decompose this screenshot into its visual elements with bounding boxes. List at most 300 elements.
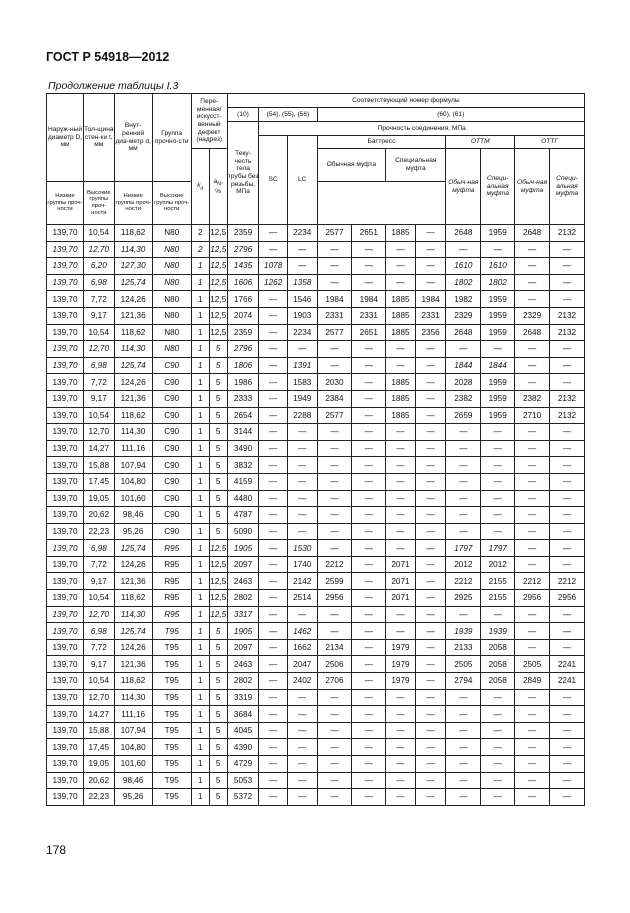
cell-wall-thickness: 17,45 <box>83 739 114 756</box>
cell-ottm-special: 1959 <box>481 291 515 308</box>
cell-buttress-special-low: — <box>386 722 416 739</box>
cell-ottm-special: 2058 <box>481 656 515 673</box>
cell-ottm-regular: 2505 <box>446 656 481 673</box>
cell-buttress-special-high: — <box>415 606 446 623</box>
cell-ka: 1 <box>191 656 209 673</box>
header-buttress: Баттресс <box>317 136 446 149</box>
cell-inner-diameter: 107,94 <box>114 722 152 739</box>
cell-buttress-special-low: — <box>386 706 416 723</box>
cell-inner-diameter: 124,26 <box>114 639 152 656</box>
cell-yield-strength: 4480 <box>227 490 259 507</box>
header-strength-group: Группа прочно-сти <box>152 94 191 182</box>
cell-buttress-special-low: 2071 <box>386 573 416 590</box>
cell-ottg-special: 2212 <box>549 573 584 590</box>
cell-outer-diameter: 139,70 <box>47 225 84 242</box>
cell-ka: 1 <box>191 307 209 324</box>
cell-ottg-regular: — <box>515 291 550 308</box>
cell-inner-diameter: 111,16 <box>114 706 152 723</box>
table-row <box>47 722 585 739</box>
header-buttress-regular-high: Высокие группы проч-ности <box>83 182 114 225</box>
cell-outer-diameter: 139,70 <box>47 556 84 573</box>
cell-buttress-regular-high: 1984 <box>352 291 386 308</box>
cell-buttress-regular-high: — <box>352 590 386 607</box>
cell-strength-group: T95 <box>152 656 191 673</box>
cell-lc: 1530 <box>287 540 317 557</box>
cell-buttress-special-high: — <box>415 673 446 690</box>
cell-buttress-regular-low: — <box>317 623 352 640</box>
cell-outer-diameter: 139,70 <box>47 291 84 308</box>
cell-buttress-special-low: — <box>386 440 416 457</box>
cell-ottg-special: 2241 <box>549 656 584 673</box>
cell-ottg-regular: — <box>515 706 550 723</box>
cell-ottg-regular: — <box>515 440 550 457</box>
cell-ottm-regular: 1982 <box>446 291 481 308</box>
cell-yield-strength: 3144 <box>227 424 259 441</box>
cell-inner-diameter: 98,46 <box>114 772 152 789</box>
cell-an: 5 <box>209 424 227 441</box>
cell-ottm-special: — <box>481 722 515 739</box>
header-buttress-special-low: Низкие группы проч-ности <box>114 182 152 225</box>
cell-an: 5 <box>209 706 227 723</box>
table-row <box>47 357 585 374</box>
table-row <box>47 656 585 673</box>
cell-strength-group: N80 <box>152 241 191 258</box>
table-row <box>47 440 585 457</box>
cell-buttress-special-low: 1885 <box>386 225 416 242</box>
cell-ottm-special: 2058 <box>481 673 515 690</box>
cell-ottg-regular: — <box>515 241 550 258</box>
cell-buttress-special-high: 1984 <box>415 291 446 308</box>
cell-strength-group: T95 <box>152 772 191 789</box>
cell-lc: — <box>287 241 317 258</box>
cell-wall-thickness: 7,72 <box>83 639 114 656</box>
cell-sc: — <box>259 772 288 789</box>
cell-strength-group: R95 <box>152 606 191 623</box>
table-row <box>47 258 585 275</box>
cell-ottg-regular: — <box>515 374 550 391</box>
cell-an: 12,5 <box>209 274 227 291</box>
cell-ottg-regular: — <box>515 457 550 474</box>
cell-an: 5 <box>209 673 227 690</box>
cell-buttress-special-low: — <box>386 507 416 524</box>
cell-ottg-special: — <box>549 457 584 474</box>
cell-buttress-special-low: — <box>386 623 416 640</box>
cell-ottm-regular: — <box>446 606 481 623</box>
cell-an: 5 <box>209 689 227 706</box>
cell-buttress-special-high: — <box>415 523 446 540</box>
cell-sc: — <box>259 341 288 358</box>
header-inner-diameter: Внут-ренний диа-метр d, мм <box>114 94 152 182</box>
cell-ottg-regular: 2505 <box>515 656 550 673</box>
cell-outer-diameter: 139,70 <box>47 706 84 723</box>
cell-buttress-special-low: 1979 <box>386 656 416 673</box>
cell-ottg-regular: — <box>515 540 550 557</box>
cell-ottg-regular: 2648 <box>515 324 550 341</box>
table-row <box>47 324 585 341</box>
cell-ottg-special: — <box>549 772 584 789</box>
cell-lc: — <box>287 507 317 524</box>
cell-ottm-special: — <box>481 523 515 540</box>
cell-buttress-regular-low: 2599 <box>317 573 352 590</box>
cell-outer-diameter: 139,70 <box>47 623 84 640</box>
cell-yield-strength: 3832 <box>227 457 259 474</box>
cell-strength-group: C90 <box>152 490 191 507</box>
cell-an: 5 <box>209 374 227 391</box>
cell-ka: 1 <box>191 689 209 706</box>
cell-ka: 1 <box>191 639 209 656</box>
header-joint-strength: Прочность соединения, МПа <box>259 122 585 136</box>
cell-yield-strength: 2654 <box>227 407 259 424</box>
cell-lc: — <box>287 424 317 441</box>
cell-inner-diameter: 104,80 <box>114 739 152 756</box>
cell-sc: — <box>259 722 288 739</box>
cell-ottg-special: — <box>549 258 584 275</box>
cell-buttress-regular-high: — <box>352 490 386 507</box>
cell-ottg-regular: — <box>515 623 550 640</box>
cell-wall-thickness: 12,70 <box>83 424 114 441</box>
cell-ka: 1 <box>191 540 209 557</box>
cell-outer-diameter: 139,70 <box>47 258 84 275</box>
cell-ottg-regular: — <box>515 556 550 573</box>
cell-ottm-special: 1959 <box>481 324 515 341</box>
cell-wall-thickness: 10,54 <box>83 324 114 341</box>
cell-yield-strength: 1806 <box>227 357 259 374</box>
cell-ottm-regular: — <box>446 789 481 806</box>
cell-buttress-regular-low: 1984 <box>317 291 352 308</box>
table-row <box>47 673 585 690</box>
cell-ottm-special: — <box>481 739 515 756</box>
cell-ottg-special: — <box>549 274 584 291</box>
cell-ottg-special: 2132 <box>549 307 584 324</box>
cell-ottg-special: — <box>549 473 584 490</box>
cell-buttress-regular-low: 2577 <box>317 225 352 242</box>
cell-ka: 1 <box>191 772 209 789</box>
cell-ottg-special: — <box>549 357 584 374</box>
cell-ottm-special: 1797 <box>481 540 515 557</box>
cell-buttress-special-low: — <box>386 424 416 441</box>
cell-an: 12,5 <box>209 606 227 623</box>
cell-yield-strength: 2359 <box>227 225 259 242</box>
cell-inner-diameter: 121,36 <box>114 390 152 407</box>
cell-buttress-regular-low: 2577 <box>317 324 352 341</box>
cell-strength-group: N80 <box>152 274 191 291</box>
cell-ottm-regular: 2648 <box>446 324 481 341</box>
cell-yield-strength: 1606 <box>227 274 259 291</box>
cell-buttress-regular-low: — <box>317 424 352 441</box>
cell-strength-group: C90 <box>152 374 191 391</box>
cell-strength-group: T95 <box>152 706 191 723</box>
cell-buttress-special-high: — <box>415 341 446 358</box>
cell-sc: — <box>259 307 288 324</box>
cell-sc: — <box>259 706 288 723</box>
cell-ottm-regular: 1844 <box>446 357 481 374</box>
cell-an: 5 <box>209 756 227 773</box>
cell-outer-diameter: 139,70 <box>47 590 84 607</box>
cell-buttress-regular-high: — <box>352 424 386 441</box>
cell-outer-diameter: 139,70 <box>47 374 84 391</box>
cell-buttress-regular-high: — <box>352 739 386 756</box>
cell-buttress-special-high: — <box>415 739 446 756</box>
cell-ka: 1 <box>191 258 209 275</box>
cell-lc: — <box>287 440 317 457</box>
cell-yield-strength: 3317 <box>227 606 259 623</box>
cell-ottm-regular: 2648 <box>446 225 481 242</box>
cell-inner-diameter: 114,30 <box>114 424 152 441</box>
table-row <box>47 291 585 308</box>
cell-buttress-special-low: — <box>386 606 416 623</box>
cell-strength-group: N80 <box>152 324 191 341</box>
cell-yield-strength: 2463 <box>227 656 259 673</box>
table-row <box>47 556 585 573</box>
cell-ottg-regular: — <box>515 258 550 275</box>
cell-ottg-special: — <box>549 606 584 623</box>
cell-outer-diameter: 139,70 <box>47 507 84 524</box>
cell-ottg-regular: — <box>515 523 550 540</box>
cell-an: 12,5 <box>209 307 227 324</box>
cell-wall-thickness: 19,05 <box>83 756 114 773</box>
cell-yield-strength: 1905 <box>227 540 259 557</box>
cell-buttress-regular-low: — <box>317 789 352 806</box>
header-ottg-regular: Обыч-ная муфта <box>515 149 550 225</box>
cell-yield-strength: 3684 <box>227 706 259 723</box>
cell-buttress-regular-low: — <box>317 490 352 507</box>
table-row <box>47 457 585 474</box>
cell-ka: 1 <box>191 341 209 358</box>
cell-inner-diameter: 118,62 <box>114 407 152 424</box>
cell-strength-group: N80 <box>152 291 191 308</box>
cell-outer-diameter: 139,70 <box>47 490 84 507</box>
cell-ottg-special: — <box>549 490 584 507</box>
cell-ka: 1 <box>191 739 209 756</box>
cell-buttress-regular-high: 2651 <box>352 225 386 242</box>
cell-buttress-special-low: 1885 <box>386 407 416 424</box>
cell-outer-diameter: 139,70 <box>47 457 84 474</box>
cell-ottm-regular: — <box>446 490 481 507</box>
table-row <box>47 390 585 407</box>
cell-inner-diameter: 114,30 <box>114 341 152 358</box>
cell-buttress-regular-high: — <box>352 457 386 474</box>
cell-buttress-special-high: — <box>415 440 446 457</box>
cell-buttress-regular-low: 2212 <box>317 556 352 573</box>
cell-sc: — <box>259 673 288 690</box>
cell-ottm-special: 1959 <box>481 225 515 242</box>
cell-wall-thickness: 15,88 <box>83 722 114 739</box>
cell-ottg-regular: — <box>515 722 550 739</box>
table-row <box>47 225 585 242</box>
cell-inner-diameter: 125,74 <box>114 357 152 374</box>
header-ottm-special: Специ-альная муфта <box>481 149 515 225</box>
cell-buttress-special-low: 1885 <box>386 324 416 341</box>
cell-lc: — <box>287 523 317 540</box>
cell-buttress-special-high: — <box>415 241 446 258</box>
cell-outer-diameter: 139,70 <box>47 722 84 739</box>
cell-yield-strength: 5372 <box>227 789 259 806</box>
cell-outer-diameter: 139,70 <box>47 689 84 706</box>
cell-buttress-special-high: — <box>415 490 446 507</box>
cell-buttress-regular-high: — <box>352 706 386 723</box>
cell-wall-thickness: 20,62 <box>83 507 114 524</box>
cell-buttress-special-high: 2356 <box>415 324 446 341</box>
cell-lc: 2142 <box>287 573 317 590</box>
cell-buttress-regular-low: — <box>317 772 352 789</box>
cell-ka: 1 <box>191 573 209 590</box>
header-ka <box>191 149 209 225</box>
cell-buttress-special-high: — <box>415 258 446 275</box>
cell-buttress-regular-low: 2384 <box>317 390 352 407</box>
header-yield-strength: Теку-честь тела трубы без резьбы, МПа <box>227 122 259 225</box>
cell-buttress-special-low: — <box>386 241 416 258</box>
cell-inner-diameter: 111,16 <box>114 440 152 457</box>
cell-outer-diameter: 139,70 <box>47 673 84 690</box>
cell-inner-diameter: 127,30 <box>114 258 152 275</box>
cell-lc: — <box>287 457 317 474</box>
cell-buttress-regular-high: — <box>352 639 386 656</box>
ka-symbol: k <box>197 181 201 189</box>
cell-strength-group: C90 <box>152 407 191 424</box>
cell-an: 5 <box>209 457 227 474</box>
cell-inner-diameter: 118,62 <box>114 324 152 341</box>
cell-buttress-regular-high: — <box>352 789 386 806</box>
cell-ka: 1 <box>191 407 209 424</box>
cell-outer-diameter: 139,70 <box>47 789 84 806</box>
cell-an: 5 <box>209 473 227 490</box>
cell-wall-thickness: 6,98 <box>83 540 114 557</box>
cell-outer-diameter: 139,70 <box>47 573 84 590</box>
cell-ottm-regular: — <box>446 424 481 441</box>
cell-buttress-special-high: — <box>415 689 446 706</box>
cell-buttress-special-high: — <box>415 274 446 291</box>
table-row <box>47 407 585 424</box>
cell-wall-thickness: 15,88 <box>83 457 114 474</box>
cell-lc: — <box>287 258 317 275</box>
cell-outer-diameter: 139,70 <box>47 523 84 540</box>
cell-ottm-special: — <box>481 241 515 258</box>
cell-ottm-regular: — <box>446 756 481 773</box>
cell-an: 5 <box>209 507 227 524</box>
cell-ottm-regular: — <box>446 722 481 739</box>
cell-buttress-special-low: 1885 <box>386 291 416 308</box>
cell-outer-diameter: 139,70 <box>47 324 84 341</box>
cell-strength-group: T95 <box>152 789 191 806</box>
cell-buttress-regular-high: — <box>352 507 386 524</box>
cell-an: 12,5 <box>209 258 227 275</box>
cell-sc: — <box>259 374 288 391</box>
cell-ottm-special: 2155 <box>481 573 515 590</box>
header-ottm-regular: Обыч-ная муфта <box>446 149 481 225</box>
cell-inner-diameter: 95,26 <box>114 789 152 806</box>
cell-ottg-special: 2241 <box>549 673 584 690</box>
cell-an: 5 <box>209 341 227 358</box>
cell-outer-diameter: 139,70 <box>47 756 84 773</box>
cell-ottm-special: — <box>481 473 515 490</box>
cell-ottg-special: 2132 <box>549 324 584 341</box>
table-row <box>47 756 585 773</box>
cell-buttress-regular-high: — <box>352 540 386 557</box>
cell-ottg-special: — <box>549 523 584 540</box>
cell-ottg-regular: 2710 <box>515 407 550 424</box>
cell-ottm-special: — <box>481 606 515 623</box>
cell-yield-strength: 1986 <box>227 374 259 391</box>
cell-buttress-regular-low: — <box>317 523 352 540</box>
cell-wall-thickness: 7,72 <box>83 556 114 573</box>
cell-buttress-special-high: — <box>415 374 446 391</box>
cell-ottg-regular: — <box>515 772 550 789</box>
cell-buttress-special-high: — <box>415 706 446 723</box>
cell-wall-thickness: 22,23 <box>83 789 114 806</box>
cell-buttress-regular-low: — <box>317 756 352 773</box>
cell-yield-strength: 2097 <box>227 556 259 573</box>
cell-ka: 1 <box>191 390 209 407</box>
cell-ottg-special: — <box>549 507 584 524</box>
cell-ottg-special: — <box>549 722 584 739</box>
cell-buttress-regular-low: 2956 <box>317 590 352 607</box>
cell-strength-group: C90 <box>152 390 191 407</box>
cell-yield-strength: 1766 <box>227 291 259 308</box>
cell-ottg-special: 2132 <box>549 407 584 424</box>
cell-yield-strength: 4729 <box>227 756 259 773</box>
cell-buttress-special-high: — <box>415 457 446 474</box>
cell-an: 12,5 <box>209 241 227 258</box>
cell-strength-group: T95 <box>152 689 191 706</box>
cell-an: 12,5 <box>209 540 227 557</box>
cell-ottm-special: 1844 <box>481 357 515 374</box>
an-symbol: a <box>213 177 218 185</box>
cell-yield-strength: 2802 <box>227 673 259 690</box>
cell-buttress-special-low: 1979 <box>386 639 416 656</box>
table-row <box>47 739 585 756</box>
cell-buttress-special-high: — <box>415 225 446 242</box>
cell-sc: — <box>259 789 288 806</box>
cell-strength-group: T95 <box>152 623 191 640</box>
cell-outer-diameter: 139,70 <box>47 407 84 424</box>
cell-sc: — <box>259 407 288 424</box>
cell-yield-strength: 4159 <box>227 473 259 490</box>
cell-buttress-regular-high: — <box>352 241 386 258</box>
cell-ottg-special: — <box>549 291 584 308</box>
cell-ottg-special: 2132 <box>549 225 584 242</box>
cell-strength-group: R95 <box>152 573 191 590</box>
cell-ottg-regular: — <box>515 606 550 623</box>
header-sc: SC <box>259 136 288 225</box>
cell-outer-diameter: 139,70 <box>47 639 84 656</box>
an-unit: , % <box>215 177 223 195</box>
cell-buttress-regular-low: — <box>317 739 352 756</box>
cell-an: 12,5 <box>209 556 227 573</box>
cell-sc: — <box>259 424 288 441</box>
cell-sc: — <box>259 540 288 557</box>
cell-strength-group: C90 <box>152 357 191 374</box>
cell-ottg-regular: — <box>515 507 550 524</box>
cell-lc: 2402 <box>287 673 317 690</box>
cell-ottg-special: — <box>549 556 584 573</box>
cell-ottm-regular: 1797 <box>446 540 481 557</box>
cell-outer-diameter: 139,70 <box>47 424 84 441</box>
cell-buttress-special-low: — <box>386 490 416 507</box>
cell-buttress-regular-high: — <box>352 689 386 706</box>
cell-an: 5 <box>209 357 227 374</box>
cell-yield-strength: 1905 <box>227 623 259 640</box>
cell-buttress-special-low: 1979 <box>386 673 416 690</box>
cell-lc: — <box>287 706 317 723</box>
cell-outer-diameter: 139,70 <box>47 739 84 756</box>
cell-yield-strength: 5053 <box>227 772 259 789</box>
cell-ottm-special: 1610 <box>481 258 515 275</box>
cell-yield-strength: 4045 <box>227 722 259 739</box>
cell-strength-group: C90 <box>152 440 191 457</box>
cell-buttress-special-low: — <box>386 473 416 490</box>
cell-sc: — <box>259 606 288 623</box>
cell-ottg-regular: 2382 <box>515 390 550 407</box>
